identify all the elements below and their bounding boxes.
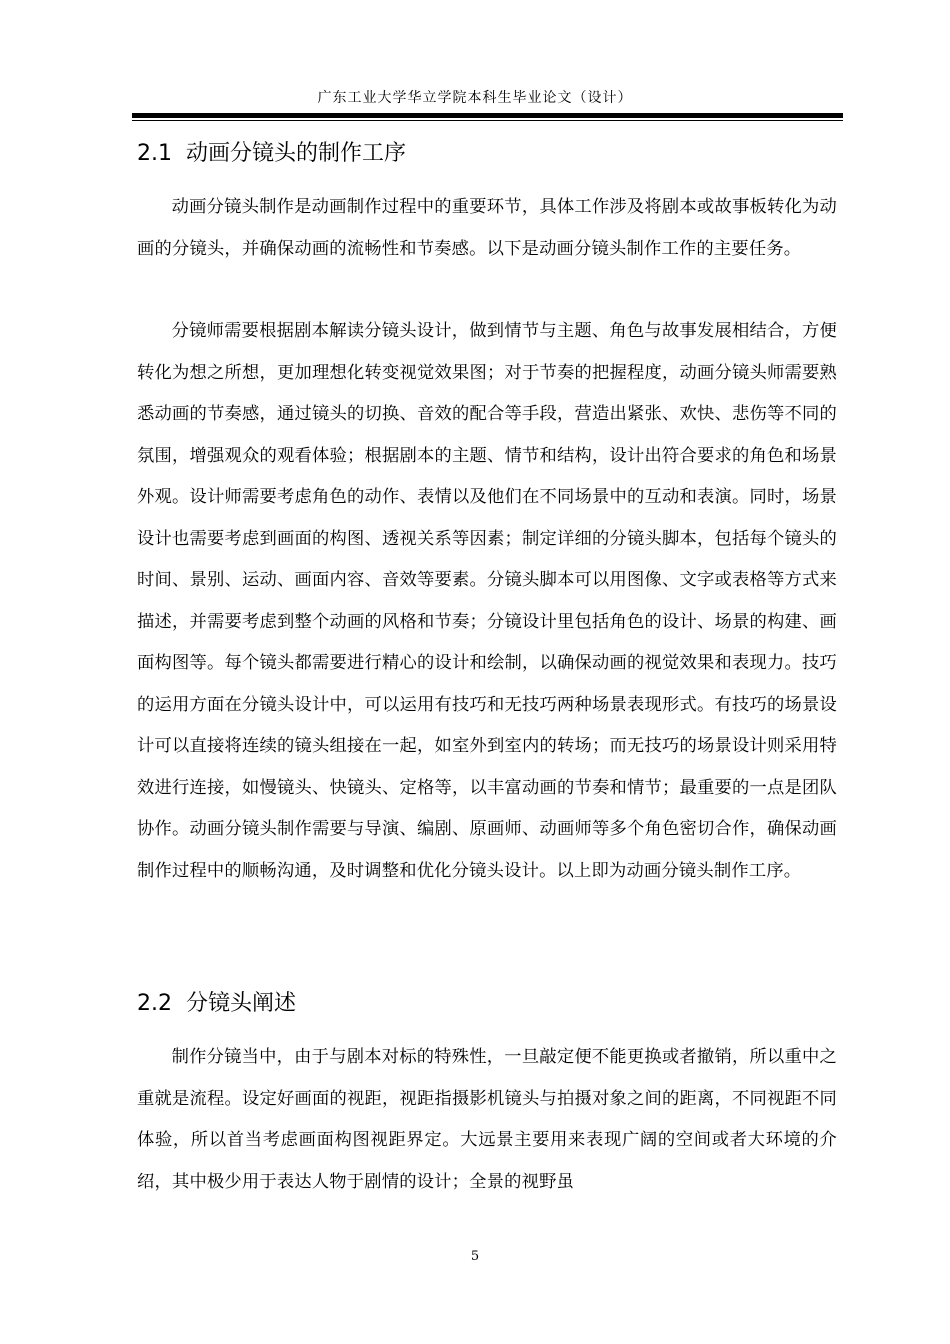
section-title: 动画分镜头的制作工序 — [186, 141, 407, 166]
page-number: 5 — [470, 1249, 480, 1264]
section-heading-2-2 — [137, 989, 296, 1019]
header-rule — [132, 113, 843, 118]
section-number: 2.2 — [137, 991, 172, 1016]
body-paragraph: 分镜师需要根据剧本解读分镜头设计，做到情节与主题、角色与故事发展相结合，方便转化为想之所想，更加理想化转变视觉效果图；对于节奏的把握程度，动画分镜头师需要熟悉动画的节奏感，通过镜头的切换、音效的配合等手段，营造出紧张、欢快、悲伤等不同的氛围，增强观众的观看体验；根据剧本的主题、情节和结构，设计出符合要求的角色和场景外观。设计师需要考虑角色的动作、表情以及他们在不同场景中的互动和表演。同时，场景设计也需要考虑到画面的构图、透视关系等因素；制定详细的分镜头脚本，包括每个镜头的时间、景别、运动、画面内容、音效等要素。分镜头脚本可以用图像、文字或表格等方式来描述，并需要考虑到整个动画的风格和节奏；分镜设计里包括角色的设计、场景的构建、画面构图等。每个镜头都需要进行精心的设计和绘制，以确保动画的视觉效果和表现力。技巧的运用方面在分镜头设计中，可以运用有技巧和无技巧两种场景表现形式。有技巧的场景设计可以直接将连续的镜头组接在一起，如室外到室内的转场；而无技巧的场景设计则采用特效进行连接，如慢镜头、快镜头、定格等，以丰富动画的节奏和情节；最重要的一点是团队协作。动画分镜头制作需要与导演、编剧、原画师、动画师等多个角色密切合作，确保动画制作过程中的顺畅沟通，及时调整和优化分镜头设计。以上即为动画分镜头制作工序。 — [137, 321, 837, 881]
section-heading-2-1 — [137, 139, 406, 169]
body-paragraph: 动画分镜头制作是动画制作过程中的重要环节，具体工作涉及将剧本或故事板转化为动画的分镜头，并确保动画的流畅性和节奏感。以下是动画分镜头制作工作的主要任务。 — [137, 197, 837, 259]
running-header: 广东工业大学华立学院本科生毕业论文（设计） — [317, 90, 633, 106]
section-title: 分镜头阐述 — [186, 991, 297, 1016]
body-paragraph: 制作分镜当中，由于与剧本对标的特殊性，一旦敲定便不能更换或者撤销，所以重中之重就是流程。设定好画面的视距，视距指摄影机镜头与拍摄对象之间的距离，不同视距不同体验，所以首当考虑画面构图视距界定。大远景主要用来表现广阔的空间或者大环境的介绍，其中极少用于表达人物于剧情的设计；全景的视野虽 — [137, 1047, 837, 1192]
section-number: 2.1 — [137, 141, 172, 166]
